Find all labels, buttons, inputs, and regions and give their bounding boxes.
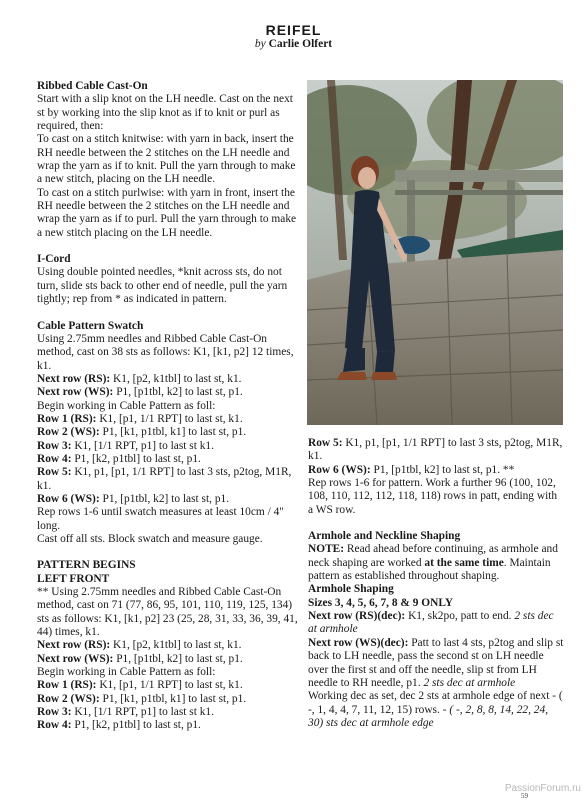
paragraph: Using double pointed needles, *knit across sts, do not turn, slide sts back to other end of needle, pull the yarn tightly; rep from * as indicated in pattern. — [37, 266, 288, 306]
photo-illustration — [307, 80, 563, 425]
row-label: Row 1 (RS): — [37, 412, 97, 425]
row-text: P1, [k1, p1tbl, k1] to last st, p1. — [99, 426, 247, 439]
pattern-title: REIFEL — [265, 22, 322, 38]
row-result: 2 sts dec at armhole — [423, 676, 516, 689]
row-label: Row 1 (RS): — [37, 679, 97, 692]
row-label: Row 5: — [308, 437, 343, 449]
row-label: Row 6 (WS): — [308, 463, 371, 476]
page-number: 59 — [521, 792, 528, 800]
paragraph: To cast on a stitch purlwise: with yarn in front, insert the RH needle between the 2 stitches on the LH needle and wrap the yarn as if to purl. Pull the yarn through to make a new stitch placing on the LH needle. — [37, 186, 297, 239]
row-label: Next row (WS): — [37, 652, 114, 665]
instruction-row — [308, 690, 564, 730]
paragraph: To cast on a stitch knitwise: with yarn in back, insert the RH needle between the 2 stitches on the LH needle and wrap the yarn as if to knit. Pull the yarn through to make a new stitch, placing on the LH needle. — [37, 133, 296, 186]
row-text: K1, [p2, k1tbl] to last st, k1. — [110, 372, 242, 385]
left-column — [37, 80, 299, 733]
instruction-row — [37, 413, 299, 426]
paragraph: Using 2.75mm needles and Ribbed Cable Cast-On method, cast on 38 sts as follows: K1, [k1, p2] 12 times, k1. — [37, 332, 294, 372]
instruction-row — [37, 426, 299, 439]
instruction-row — [37, 706, 299, 719]
instruction-row — [37, 653, 299, 666]
instruction-row — [37, 466, 299, 493]
row-text: K1, [p1, 1/1 RPT] to last st, k1. — [96, 679, 243, 692]
spacer — [37, 307, 299, 320]
section-heading: Armhole and Neckline Shaping — [308, 530, 461, 543]
row-text: K1, p1, [p1, 1/1 RPT] to last 3 sts, p2tog, M1R, k1. — [37, 466, 292, 492]
paragraph: Begin working in Cable Pattern as foll: — [37, 399, 216, 412]
row-result: 2 sts dec at armhole — [308, 610, 554, 636]
byline-prefix: by — [254, 38, 266, 50]
row-text: P1, [k2, p1tbl] to last st, p1. — [71, 452, 201, 465]
instruction-row — [37, 719, 299, 732]
byline — [0, 38, 587, 50]
row-label: Row 5: — [37, 466, 72, 479]
row-label: Next row (RS)(dec): — [308, 610, 406, 623]
paragraph: Begin working in Cable Pattern as foll: — [37, 666, 216, 679]
instruction-row — [37, 373, 299, 386]
spacer — [37, 240, 299, 253]
row-label: Next row (RS): — [37, 372, 111, 385]
section-heading: Sizes 3, 4, 5, 6, 7, 8 & 9 ONLY — [308, 596, 454, 609]
row-text: P1, [k2, p1tbl] to last st, p1. — [71, 719, 201, 732]
section-heading: Cable Pattern Swatch — [37, 319, 144, 332]
instruction-row — [308, 464, 564, 477]
note-label: NOTE: — [308, 543, 345, 556]
section-heading: LEFT FRONT — [37, 572, 110, 585]
row-label: Row 3: — [37, 706, 72, 719]
instruction-row — [37, 440, 299, 453]
row-label: Next row (WS): — [37, 386, 114, 399]
paragraph: ** Using 2.75mm needles and Ribbed Cable Cast-On method, cast on 71 (77, 86, 95, 101, 110, 119, 125, 134) sts as follows: K1, [k1, p2] 23 (25, 28, 31, 33, 36, 39, 41, 44) times, k1. — [37, 586, 298, 639]
row-text: P1, [p1tbl, k2] to last st, p1. — [113, 652, 243, 665]
row-label: Row 4: — [37, 719, 72, 732]
row-text: P1, [p1tbl, k2] to last st, p1. — [99, 492, 230, 505]
row-text: K1, p1, [p1, 1/1 RPT] to last 3 sts, p2tog, M1R, k1. — [308, 437, 563, 463]
row-text: Working dec as set, dec 2 sts at armhole edge of next - ( -, 1, 4, 4, 7, 11, 12, 15) rows. — [308, 690, 563, 716]
instruction-row — [308, 610, 564, 637]
paragraph: Rep rows 1-6 until swatch measures at least 10cm / 4" long. — [37, 506, 284, 532]
paragraph: Start with a slip knot on the LH needle. Cast on the next st by working into the slip knot as if to knit or purl as required, then: — [37, 93, 293, 133]
row-label: Row 6 (WS): — [37, 492, 100, 505]
paragraph: Rep rows 1-6 for pattern. Work a further 96 (100, 102, 108, 110, 112, 112, 118, 118) rows in patt, ending with a WS row. — [308, 477, 558, 516]
row-result: - ( -, 2, 8, 8, 14, 22, 24, 30) sts dec at armhole edge — [308, 703, 549, 729]
instruction-row — [308, 437, 564, 464]
note-emphasis: at the same time — [424, 556, 504, 569]
row-text: P1, [p1tbl, k2] to last st, p1. ** — [370, 463, 515, 476]
instruction-row — [37, 639, 299, 652]
watermark: PassionForum.ru — [504, 783, 581, 794]
note-text: Read ahead before continuing, as armhole and neck shaping are worked — [308, 543, 558, 569]
instruction-row — [308, 637, 564, 690]
row-text: P1, [p1tbl, k2] to last st, p1. — [113, 386, 243, 399]
instruction-row — [37, 693, 299, 706]
row-text: K1, [1/1 RPT, p1] to last st k1. — [71, 439, 214, 452]
model-photo — [307, 80, 563, 425]
row-label: Row 2 (WS): — [37, 692, 100, 705]
row-label: Row 2 (WS): — [37, 426, 100, 439]
section-heading: PATTERN BEGINS — [37, 559, 136, 572]
row-label: Row 4: — [37, 452, 72, 465]
spacer — [308, 517, 564, 530]
row-text: K1, [p1, 1/1 RPT] to last st, k1. — [96, 412, 243, 425]
instruction-row — [308, 543, 564, 583]
spacer — [37, 546, 299, 559]
row-text: P1, [k1, p1tbl, k1] to last st, p1. — [99, 692, 247, 705]
row-text: K1, sk2po, patt to end. — [405, 610, 515, 623]
instruction-row — [37, 679, 299, 692]
section-heading: Ribbed Cable Cast-On — [37, 80, 148, 92]
section-heading: I-Cord — [37, 253, 71, 266]
instruction-row — [37, 493, 299, 506]
author-name: Carlie Olfert — [268, 38, 333, 50]
paragraph: Cast off all sts. Block swatch and measure gauge. — [37, 533, 263, 545]
section-heading: Armhole Shaping — [308, 583, 394, 596]
right-column — [308, 437, 564, 730]
instruction-row — [37, 386, 299, 399]
row-label: Next row (WS)(dec): — [308, 636, 409, 649]
row-text: Patt to last 4 sts, p2tog and slip st back to LH needle, pass the second st on LH needle over the first st and off the needle, slip st from LH needle to RH needle, p1. — [308, 636, 564, 689]
row-label: Row 3: — [37, 439, 72, 452]
row-label: Next row (RS): — [37, 639, 111, 652]
row-text: K1, [p2, k1tbl] to last st, k1. — [110, 639, 242, 652]
note-text: . Maintain pattern as established throughout shaping. — [308, 556, 551, 583]
row-text: K1, [1/1 RPT, p1] to last st k1. — [71, 706, 214, 719]
instruction-row — [37, 453, 299, 466]
